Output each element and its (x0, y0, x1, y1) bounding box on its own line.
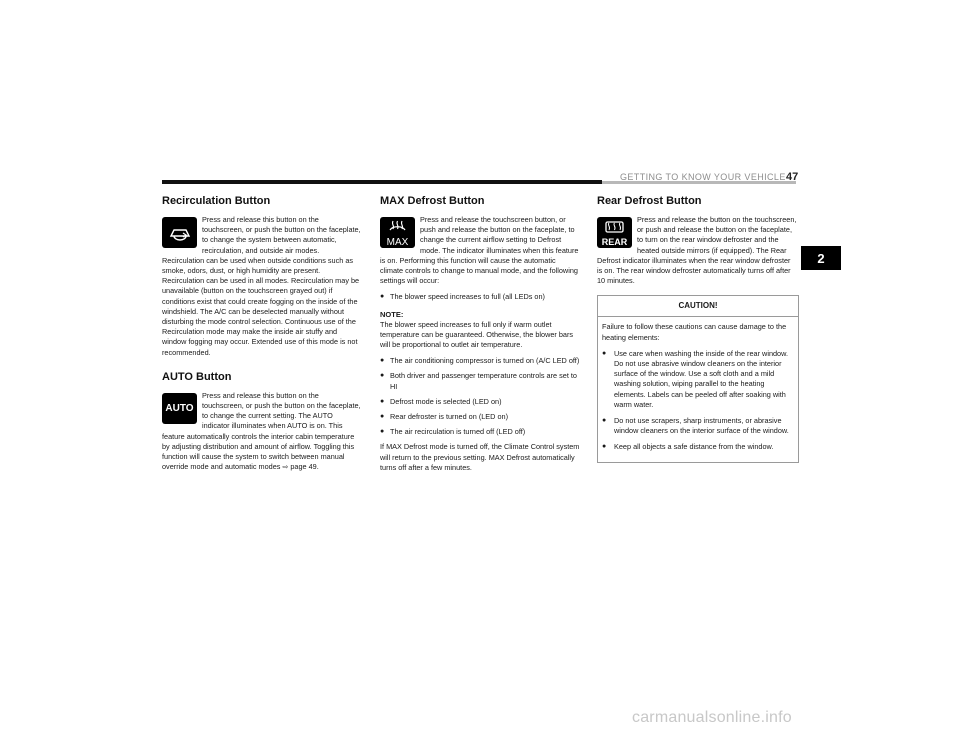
bullet-icon: ● (380, 397, 385, 405)
column-left (162, 195, 362, 479)
max-defrost-heading: MAX Defrost Button (380, 195, 485, 207)
auto-body: Press and release this button on the touchscreen, or push the button on the faceplate, to change the current setting. The AUTO indicator illuminates when AUTO is on. This feature automatically controls the interior cabin temperature by adjusting distribution and amount of airflow. Toggling this function will cause the system to switch between manual override mode and automatic modes ⇨ page 49. (162, 390, 361, 472)
bullet-icon: ● (602, 443, 607, 451)
bullet-icon: ● (380, 372, 385, 380)
column-middle (380, 195, 580, 479)
max-defrost-list-2 (380, 356, 580, 437)
bullet-icon: ● (380, 413, 385, 421)
auto-heading: AUTO Button (162, 370, 232, 383)
bullet-icon: ● (380, 293, 385, 301)
list-item: ● Both driver and passenger temperature controls are set to HI (380, 371, 577, 391)
caution-box (597, 295, 799, 462)
list-item: ● Keep all objects a safe distance from the window. (602, 442, 774, 452)
note-body: The blower speed increases to full only if warm outlet temperature can be guaranteed. Otherwise, the blower bars will be proportional to outlet air temperature. (380, 319, 574, 350)
list-item: ● Defrost mode is selected (LED on) (380, 396, 502, 406)
max-defrost-body: Press and release the touchscreen button, or push and release the button on the faceplate, to change the current airflow setting to Defrost mode. The indicator illuminates when this feature is on. Performing this function will cause the automatic climate controls to change to manual mode, and the following settings will occur: (380, 215, 579, 286)
rear-defrost-heading: Rear Defrost Button (597, 195, 702, 207)
list-item: ● Use care when washing the inside of the rear window. Do not use abrasive window cleaners on the interior surface of the window. Use a soft cloth and a mild washing solution, wiping parallel to the heating elements. Labels can be peeled off after soaking with warm water. (602, 348, 789, 409)
bullet-icon: ● (602, 417, 607, 425)
max-label: MAX (386, 237, 409, 248)
rear-defrost-icon (597, 217, 632, 248)
bullet-icon: ● (380, 357, 385, 365)
chapter-tab[interactable]: 2 (801, 246, 841, 270)
section-title: GETTING TO KNOW YOUR VEHICLE (620, 172, 786, 182)
max-defrost-footer: If MAX Defrost mode is turned off, the Climate Control system will return to the previous setting. MAX Defrost automatically turns off after a few minutes. (380, 442, 580, 472)
recirculation-icon (162, 217, 197, 248)
watermark: carmanualsonline.info (632, 709, 792, 726)
recirculation-body: Press and release this button on the touchscreen, or push the button on the faceplate, to change the system between automatic, recirculation, and outside air modes. Recirculation can be used when outside conditions such as smoke, odors, dust, or high humidity are present. Recirculation can be used in all modes. Recirculation may be unavailable (button on the touchscreen grayed out) if conditions exist that could create fogging on the inside of the windshield. The A/C can be deselected manually without disturbing the mode control selection. Continuous use of the Recirculation mode may make the inside air stuffy and window fogging may occur. Extended use of this mode is not recommended. (162, 215, 361, 357)
bullet-icon: ● (380, 428, 385, 436)
max-defrost-list-1 (380, 292, 580, 302)
recirculation-heading: Recirculation Button (162, 195, 271, 207)
list-item: ● The air recirculation is turned off (LED off) (380, 427, 526, 437)
rear-defrost-body: Press and release the button on the touchscreen, or push and release the button on the faceplate, to turn on the rear window defroster and the heated outside mirrors (if equipped). The Rear Defrost indicator illuminates when the rear window defroster is on. The rear window defroster automatically turns off after 10 minutes. (597, 215, 797, 286)
page-number: 47 (786, 171, 799, 183)
auto-icon: AUTO (162, 393, 197, 424)
list-item: ● The blower speed increases to full (all LEDs on) (380, 292, 545, 302)
caution-title: CAUTION! (598, 296, 798, 317)
note-title: NOTE: (380, 309, 404, 319)
list-item: ● Do not use scrapers, sharp instruments, or abrasive window cleaners on the interior surface of the window. (602, 416, 789, 436)
list-item: ● Rear defroster is turned on (LED on) (380, 412, 509, 422)
page-reference-icon: ⇨ (282, 464, 289, 472)
page-49-link[interactable]: page 49. (290, 462, 319, 472)
rear-label: REAR (601, 237, 628, 247)
max-defrost-icon (380, 217, 415, 248)
bullet-icon: ● (602, 349, 607, 357)
caution-list (602, 349, 794, 453)
caution-intro: Failure to follow these cautions can cause damage to the heating elements: (602, 322, 787, 342)
column-right (597, 195, 797, 463)
header-rule-accent (162, 180, 602, 184)
list-item: ● The air conditioning compressor is turned on (A/C LED off) (380, 356, 580, 366)
